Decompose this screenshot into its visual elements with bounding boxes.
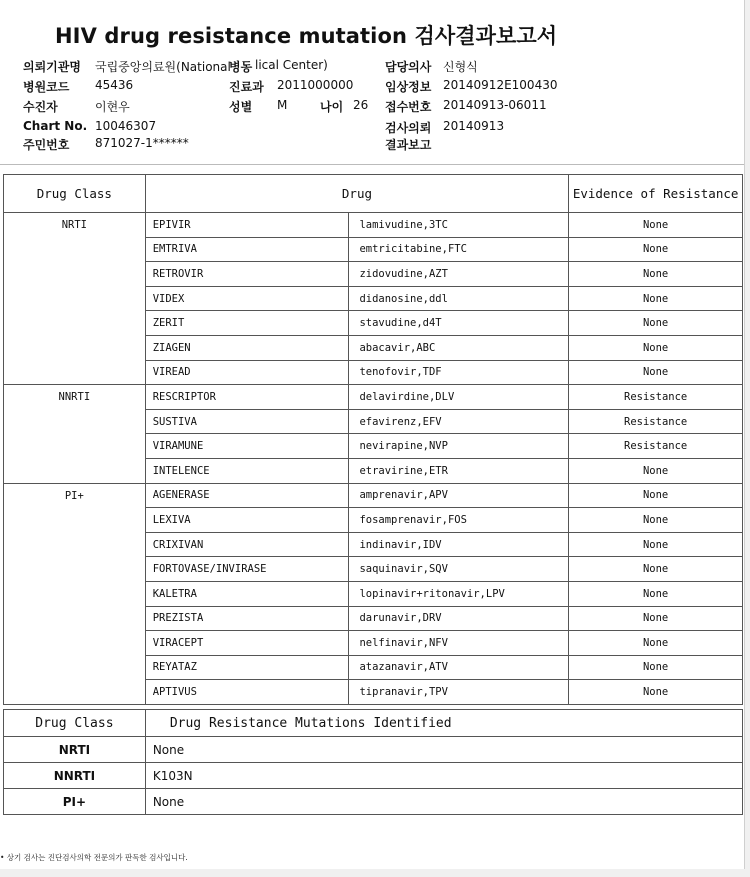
footer-note: • 상기 검사는 진단검사의학 전문의가 판독한 검사입니다. (0, 853, 188, 862)
brand-name-cell: EPIVIR (145, 213, 349, 238)
mutation-row (4, 763, 743, 789)
patient-label: 수진자 (23, 100, 58, 114)
hospital-code-label: 병원코드 (23, 80, 70, 94)
brand-name-cell: VIRACEPT (145, 631, 349, 656)
generic-name-cell: nevirapine,NVP (349, 434, 569, 459)
drug-row (4, 483, 743, 508)
brand-name-cell: EMTRIVA (145, 237, 349, 262)
generic-name-cell: tenofovir,TDF (349, 360, 569, 385)
age-label: 나이 (320, 100, 344, 114)
doctor-value: 신형식 (443, 60, 478, 74)
ward-label: 병동 (229, 60, 253, 74)
request-label: 검사의뢰 (385, 121, 432, 135)
mutation-row (4, 789, 743, 815)
evidence-cell: None (569, 655, 743, 680)
clinical-label: 임상정보 (385, 80, 432, 94)
drug-class-cell: NRTI (4, 213, 146, 385)
brand-name-cell: KALETRA (145, 581, 349, 606)
brand-name-cell: RETROVIR (145, 262, 349, 287)
ward-value: lical Center) (255, 58, 328, 72)
generic-name-cell: efavirenz,EFV (349, 409, 569, 434)
generic-name-cell: stavudine,d4T (349, 311, 569, 336)
mutation-class: NRTI (4, 737, 146, 763)
evidence-cell: None (569, 532, 743, 557)
age-value: 26 (353, 98, 369, 112)
mutation-value: K103N (145, 763, 742, 789)
sex-value: M (277, 98, 288, 112)
resistance-table-body (4, 213, 743, 705)
evidence-cell: None (569, 508, 743, 533)
generic-name-cell: lopinavir+ritonavir,LPV (349, 581, 569, 606)
evidence-cell: None (569, 606, 743, 631)
evidence-cell: None (569, 213, 743, 238)
mutation-table (3, 709, 743, 815)
brand-name-cell: VIREAD (145, 360, 349, 385)
mutation-header-class: Drug Class (4, 710, 146, 737)
request-value: 20140913 (443, 119, 505, 133)
generic-name-cell: fosamprenavir,FOS (349, 508, 569, 533)
chart-label: Chart No. (23, 119, 88, 133)
evidence-cell: None (569, 631, 743, 656)
mutation-header-identified: Drug Resistance Mutations Identified (145, 710, 742, 737)
mutation-value: None (145, 737, 742, 763)
generic-name-cell: delavirdine,DLV (349, 385, 569, 410)
generic-name-cell: amprenavir,APV (349, 483, 569, 508)
receipt-value: 20140913-06011 (443, 98, 547, 112)
mutation-row (4, 737, 743, 763)
dept-value: 2011000000 (277, 78, 354, 92)
brand-name-cell: FORTOVASE/INVIRASE (145, 557, 349, 582)
report-title: HIV drug resistance mutation 검사결과보고서 (55, 24, 558, 48)
patient-value: 이현우 (95, 100, 130, 114)
institution-label: 의뢰기관명 (23, 60, 81, 74)
drug-row (4, 213, 743, 238)
brand-name-cell: REYATAZ (145, 655, 349, 680)
receipt-label: 접수번호 (385, 100, 432, 114)
drug-row (4, 385, 743, 410)
generic-name-cell: tipranavir,TPV (349, 680, 569, 705)
brand-name-cell: AGENERASE (145, 483, 349, 508)
resistance-table (3, 174, 743, 705)
brand-name-cell: VIRAMUNE (145, 434, 349, 459)
brand-name-cell: PREZISTA (145, 606, 349, 631)
header-divider (0, 164, 744, 165)
brand-name-cell: LEXIVA (145, 508, 349, 533)
sex-label: 성별 (229, 100, 253, 114)
generic-name-cell: atazanavir,ATV (349, 655, 569, 680)
brand-name-cell: APTIVUS (145, 680, 349, 705)
institution-value: 국립중앙의료원(National (95, 60, 231, 74)
generic-name-cell: zidovudine,AZT (349, 262, 569, 287)
dept-label: 진료과 (229, 80, 264, 94)
clinical-value: 20140912E100430 (443, 78, 558, 92)
id-value: 871027-1****** (95, 136, 189, 150)
chart-value: 10046307 (95, 119, 157, 133)
brand-name-cell: INTELENCE (145, 458, 349, 483)
evidence-cell: None (569, 557, 743, 582)
evidence-cell: None (569, 335, 743, 360)
header-evidence: Evidence of Resistance (569, 175, 743, 213)
generic-name-cell: abacavir,ABC (349, 335, 569, 360)
evidence-cell: None (569, 458, 743, 483)
generic-name-cell: lamivudine,3TC (349, 213, 569, 238)
mutation-class: PI+ (4, 789, 146, 815)
evidence-cell: None (569, 483, 743, 508)
mutation-value: None (145, 789, 742, 815)
header-drug: Drug (145, 175, 569, 213)
brand-name-cell: SUSTIVA (145, 409, 349, 434)
generic-name-cell: didanosine,ddl (349, 286, 569, 311)
evidence-cell: Resistance (569, 409, 743, 434)
generic-name-cell: saquinavir,SQV (349, 557, 569, 582)
generic-name-cell: indinavir,IDV (349, 532, 569, 557)
mutation-class: NNRTI (4, 763, 146, 789)
evidence-cell: None (569, 286, 743, 311)
drug-class-cell: NNRTI (4, 385, 146, 483)
doctor-label: 담당의사 (385, 60, 432, 74)
report-label: 결과보고 (385, 138, 432, 152)
evidence-cell: None (569, 581, 743, 606)
evidence-cell: Resistance (569, 434, 743, 459)
evidence-cell: None (569, 680, 743, 705)
id-label: 주민번호 (23, 138, 70, 152)
evidence-cell: Resistance (569, 385, 743, 410)
drug-class-cell: PI+ (4, 483, 146, 704)
evidence-cell: None (569, 360, 743, 385)
hospital-code-value: 45436 (95, 78, 134, 92)
generic-name-cell: emtricitabine,FTC (349, 237, 569, 262)
generic-name-cell: etravirine,ETR (349, 458, 569, 483)
brand-name-cell: ZERIT (145, 311, 349, 336)
brand-name-cell: VIDEX (145, 286, 349, 311)
header-drug-class: Drug Class (4, 175, 146, 213)
evidence-cell: None (569, 262, 743, 287)
evidence-cell: None (569, 237, 743, 262)
brand-name-cell: CRIXIVAN (145, 532, 349, 557)
evidence-cell: None (569, 311, 743, 336)
brand-name-cell: ZIAGEN (145, 335, 349, 360)
generic-name-cell: nelfinavir,NFV (349, 631, 569, 656)
generic-name-cell: darunavir,DRV (349, 606, 569, 631)
brand-name-cell: RESCRIPTOR (145, 385, 349, 410)
